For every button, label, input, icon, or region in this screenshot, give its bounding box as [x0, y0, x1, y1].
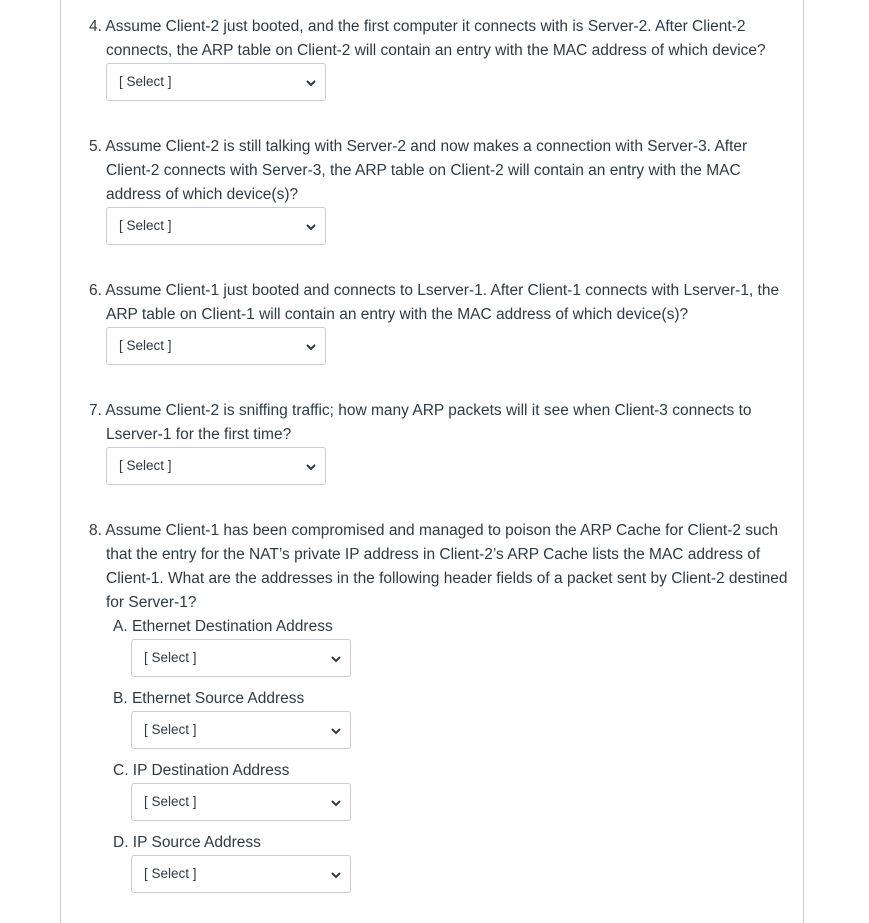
question-4 — [89, 15, 789, 63]
chevron-down-icon — [305, 461, 317, 473]
question-6-text: 6. Assume Client-1 just booted and connects to Lserver-1. After Client-1 connects with Lserver-1, the ARP table on Client-1 will contain an entry with the MAC address of which device(s)? — [89, 282, 780, 323]
chevron-down-icon — [330, 725, 342, 737]
question-4-text: 4. Assume Client-2 just booted, and the first computer it connects with is Server-2. After Client-2 connects, the ARP table on Client-2 will contain an entry with the MAC address of which device? — [89, 18, 766, 59]
chevron-down-icon — [305, 341, 317, 353]
question-8-part-a-label: A. Ethernet Destination Address — [113, 618, 333, 635]
question-8-part-d-label: D. IP Source Address — [113, 834, 261, 851]
question-8-part-b-select[interactable] — [131, 711, 351, 749]
chevron-down-icon — [330, 869, 342, 881]
question-8-part-a-select[interactable] — [131, 639, 351, 677]
select-value: [ Select ] — [144, 866, 197, 881]
chevron-down-icon — [330, 653, 342, 665]
question-6-answer-select[interactable] — [106, 327, 326, 365]
question-7 — [89, 399, 789, 447]
select-value: [ Select ] — [119, 458, 172, 473]
chevron-down-icon — [305, 77, 317, 89]
question-8-part-b-label: B. Ethernet Source Address — [113, 690, 305, 707]
select-value: [ Select ] — [119, 74, 172, 89]
question-8 — [89, 519, 789, 615]
question-8-text: 8. Assume Client-1 has been compromised and managed to poison the ARP Cache for Client-2 such that the entry for the NAT’s private IP address in Client-2’s ARP Cache lists the MAC address of Client-1. What are the addresses in the following header fields of a packet sent by Client-2 destined for Server-1? — [89, 522, 788, 611]
chevron-down-icon — [305, 221, 317, 233]
chevron-down-icon — [330, 797, 342, 809]
question-7-text: 7. Assume Client-2 is sniffing traffic; how many ARP packets will it see when Client-3 connects to Lserver-1 for the first time? — [89, 402, 752, 443]
question-6 — [89, 279, 789, 327]
question-5 — [89, 135, 789, 207]
question-5-answer-select[interactable] — [106, 207, 326, 245]
select-value: [ Select ] — [119, 218, 172, 233]
question-8-part-c-label: C. IP Destination Address — [113, 762, 290, 779]
question-4-answer-select[interactable] — [106, 63, 326, 101]
question-5-text: 5. Assume Client-2 is still talking with Server-2 and now makes a connection with Server-3. After Client-2 connects with Server-3, the ARP table on Client-2 will contain an entry with the MAC address of which device(s)? — [89, 138, 748, 203]
question-8-part-d-select[interactable] — [131, 855, 351, 893]
select-value: [ Select ] — [144, 722, 197, 737]
select-value: [ Select ] — [119, 338, 172, 353]
question-7-answer-select[interactable] — [106, 447, 326, 485]
question-8-part-c-select[interactable] — [131, 783, 351, 821]
select-value: [ Select ] — [144, 794, 197, 809]
select-value: [ Select ] — [144, 650, 197, 665]
